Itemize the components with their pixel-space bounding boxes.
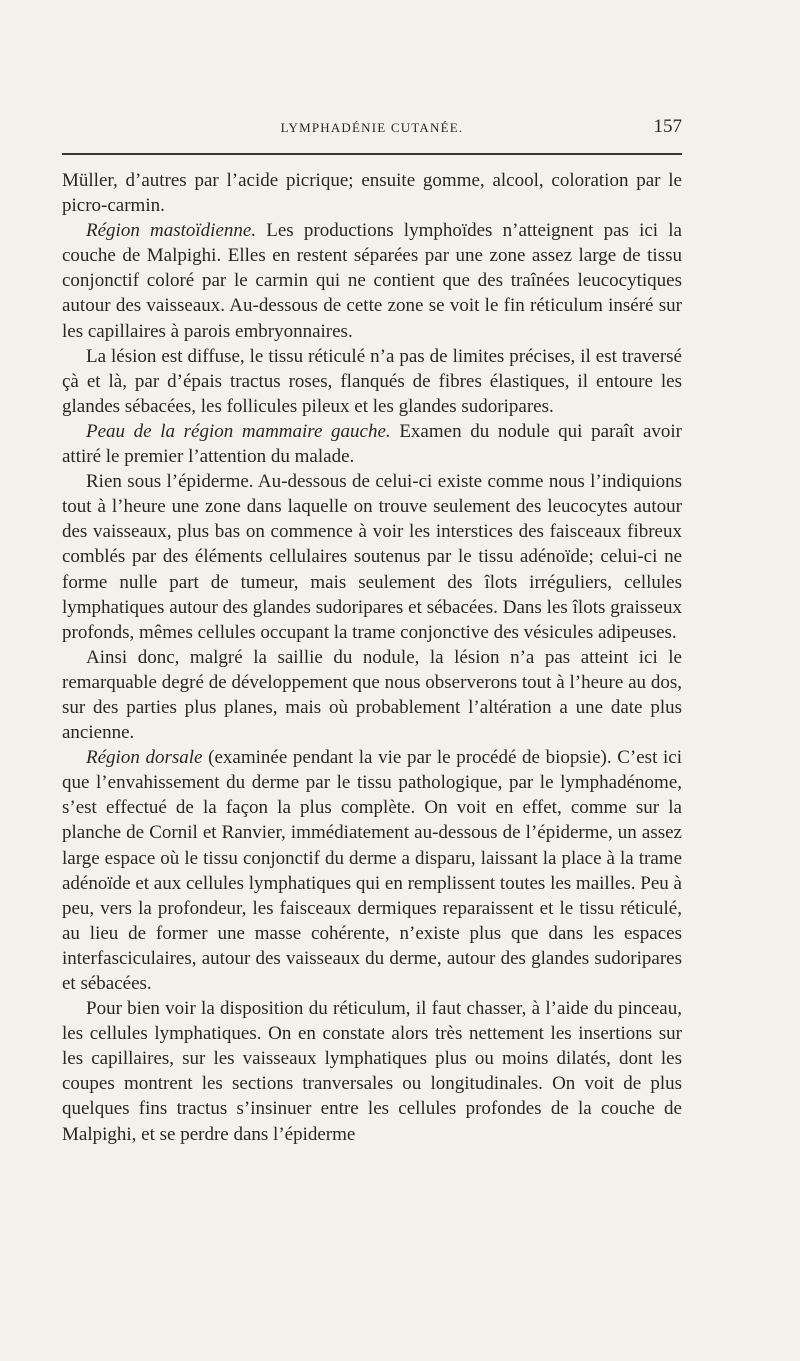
paragraph-text: (examinée pendant la vie par le procédé de biopsie). C’est ici que l’envahissement du derme par le tissu pathologique, par le lymphadénome, s’est effectué de la façon la plus complète. On voit en effet, comme sur la planche de Cornil et Ranvier, immédiatement au-dessous de l’épiderme, un assez large espace où le tissu conjonctif du derme a disparu, laissant la place à la trame adénoïde et aux cellules lymphatiques qui en remplissent toutes les mailles. Peu à peu, vers la profondeur, les faisceaux dermiques reparaissent et le tissu réticulé, au lieu de former une masse cohérente, n’existe plus que dans les espaces interfasciculaires, autour des vaisseaux du derme, autour des glandes sudoripares et sébacées. [62,747,682,994]
paragraph [62,645,682,745]
paragraph [62,745,682,996]
paragraph-text: Ainsi donc, malgré la saillie du nodule, la lésion n’a pas atteint ici le remarquable degré de développement que nous observerons tout à l’heure au dos, sur des parties plus planes, mais où probablement l’altération a une date plus ancienne. [62,646,682,744]
paragraph [62,218,682,343]
paragraph-text: Pour bien voir la disposition du réticulum, il faut chasser, à l’aide du pinceau, les cellules lymphatiques. On en constate alors très nettement les insertions sur les capillaires, sur les vaisseaux lymphatiques plus ou moins dilatés, dont les coupes montrent les sections tranversales ou longitudinales. On voit de plus quelques fins tractus s’insinuer entre les cellules profondes de la couche de Malpighi, et se perdre dans l’épiderme [62,998,682,1145]
section-heading: Région dorsale [86,747,203,769]
section-heading: Région mastoïdienne. [86,220,257,242]
paragraph [62,419,682,469]
section-heading: Peau de la région mammaire gauche. [86,420,391,442]
page-number: 157 [653,116,682,137]
paragraph-text: Rien sous l’épiderme. Au-dessous de celui-ci existe comme nous l’indiquions tout à l’heure une zone dans laquelle on trouve seulement des leucocytes autour des vaisseaux, plus bas on commence à voir les interstices des faisceaux fibreux comblés par des éléments cellulaires soutenus par le tissu adénoïde; celui-ci ne forme nulle part de tumeur, mais seulement des îlots irréguliers, cellules lymphatiques autour des glandes sudoripares et sébacées. Dans les îlots graisseux profonds, mêmes cellules occupant la trame conjonctive des vésicules adipeuses. [62,471,682,643]
paragraph [62,344,682,419]
paragraph-text: La lésion est diffuse, le tissu réticulé n’a pas de limites précises, il est traversé çà et là, par d’épais tractus roses, flanqués de fibres élastiques, il entoure les glandes sébacées, les follicules pileux et les glandes sudoripares. [62,345,682,417]
paragraph [62,996,682,1147]
paragraph-text: Les productions lymphoïdes n’atteignent pas ici la couche de Malpighi. Elles en restent séparées par une zone assez large de tissu conjonctif coloré par le carmin qui ne contient que des traînées leucocytiques autour des vaisseaux. Au-dessous de cette zone se voit le fin réticulum inséré sur les capillaires à parois embryonnaires. [62,220,682,342]
running-head [62,116,682,140]
paragraph [62,168,682,218]
body-text [62,168,682,1147]
running-title: LYMPHADÉNIE CUTANÉE. [280,120,464,135]
paragraph-text: Müller, d’autres par l’acide picrique; ensuite gomme, alcool, coloration par le picro-carmin. [62,170,682,217]
paragraph [62,469,682,645]
paragraph-text: Examen du nodule qui paraît avoir attiré le premier l’attention du malade. [62,420,682,468]
header-rule [62,153,682,155]
